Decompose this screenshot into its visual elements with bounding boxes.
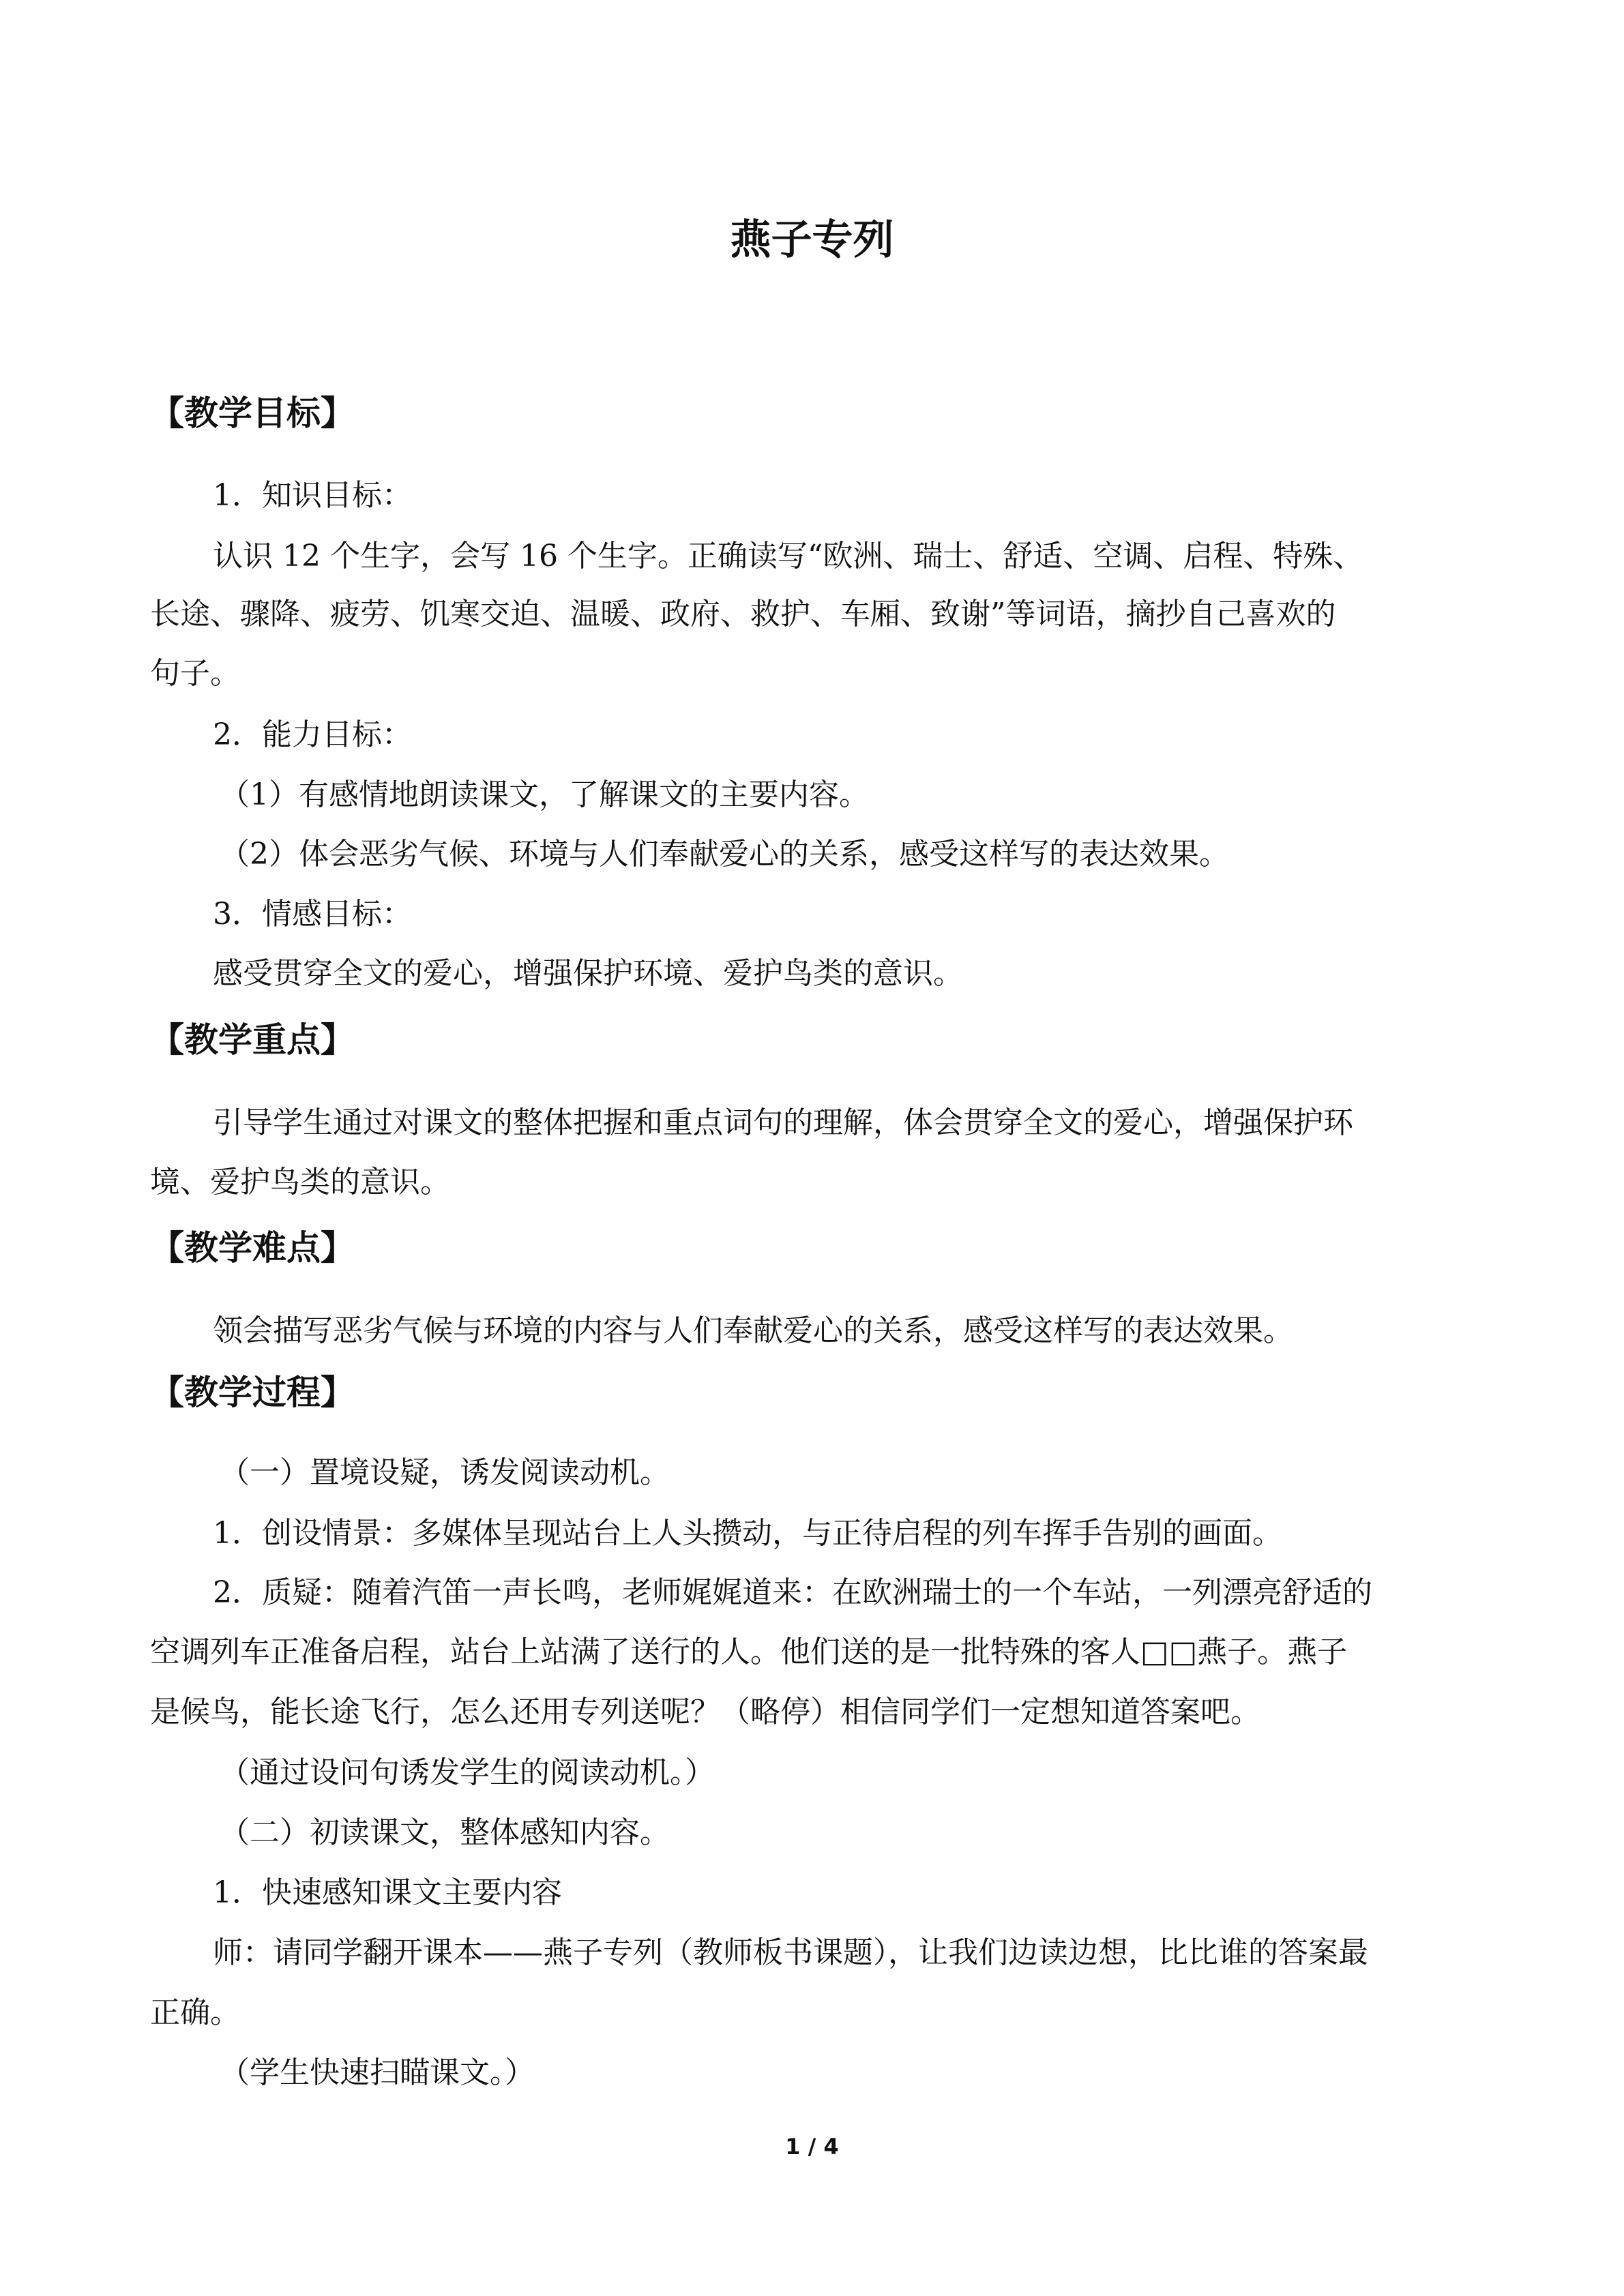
process-item-continued: 空调列车正准备启程，站台上站满了送行的人。他们送的是一批特殊的客人□□燕子。燕子 <box>150 1635 1348 1669</box>
page-number: 1 / 4 <box>785 2134 839 2160</box>
knowledge-objective-line: 长途、骤降、疲劳、饥寒交迫、温暖、政府、救护、车厢、致谢”等词语，摘抄自己喜欢的 <box>150 597 1336 631</box>
knowledge-objective-title: 1．知识目标： <box>213 478 412 513</box>
key-points-line: 引导学生通过对课文的整体把握和重点词句的理解，体会贯穿全文的爱心，增强保护环 <box>213 1105 1353 1140</box>
emotion-objective-title: 3．情感目标： <box>213 897 412 931</box>
teacher-prompt-continued: 正确。 <box>150 1995 240 2030</box>
difficulties-line: 领会描写恶劣气候与环境的内容与人们奉献爱心的关系，感受这样写的表达效果。 <box>213 1313 1293 1348</box>
process-item: 1．快速感知课文主要内容 <box>213 1875 562 1910</box>
document-title: 燕子专列 <box>730 216 894 264</box>
process-item-continued: 是候鸟，能长途飞行，怎么还用专列送呢？（略停）相信同学们一定想知道答案吧。 <box>150 1695 1260 1729</box>
heading-objectives: 【教学目标】 <box>150 393 355 433</box>
heading-key-points: 【教学重点】 <box>150 1020 355 1060</box>
ability-objective-item: （1）有感情地朗读课文，了解课文的主要内容。 <box>220 777 869 812</box>
process-section-title: （二）初读课文，整体感知内容。 <box>220 1815 670 1850</box>
key-points-line: 境、爱护鸟类的意识。 <box>150 1165 450 1199</box>
emotion-objective-line: 感受贯穿全文的爱心，增强保护环境、爱护鸟类的意识。 <box>213 956 963 991</box>
teacher-prompt: 师：请同学翻开课本——燕子专列（教师板书课题），让我们边读边想，比比谁的答案最 <box>213 1935 1368 1970</box>
heading-difficulties: 【教学难点】 <box>150 1228 355 1268</box>
process-item: 1．创设情景：多媒体呈现站台上人头攒动，与正待启程的列车挥手告别的画面。 <box>213 1516 1282 1551</box>
process-section-title: （一）置境设疑，诱发阅读动机。 <box>220 1455 670 1490</box>
process-note: （学生快速扫瞄课文。） <box>220 2055 535 2090</box>
process-note: （通过设问句诱发学生的阅读动机。） <box>220 1755 715 1790</box>
knowledge-objective-line: 认识 12 个生字，会写 16 个生字。正确读写“欧洲、瑞士、舒适、空调、启程、特殊、 <box>213 539 1363 573</box>
knowledge-objective-line: 句子。 <box>150 656 240 691</box>
process-item: 2．质疑：随着汽笛一声长鸣，老师娓娓道来：在欧洲瑞士的一个车站，一列漂亮舒适的 <box>213 1575 1372 1610</box>
ability-objective-item: （2）体会恶劣气候、环境与人们奉献爱心的关系，感受这样写的表达效果。 <box>220 837 1229 871</box>
heading-process: 【教学过程】 <box>150 1373 355 1412</box>
ability-objective-title: 2．能力目标： <box>213 717 412 752</box>
